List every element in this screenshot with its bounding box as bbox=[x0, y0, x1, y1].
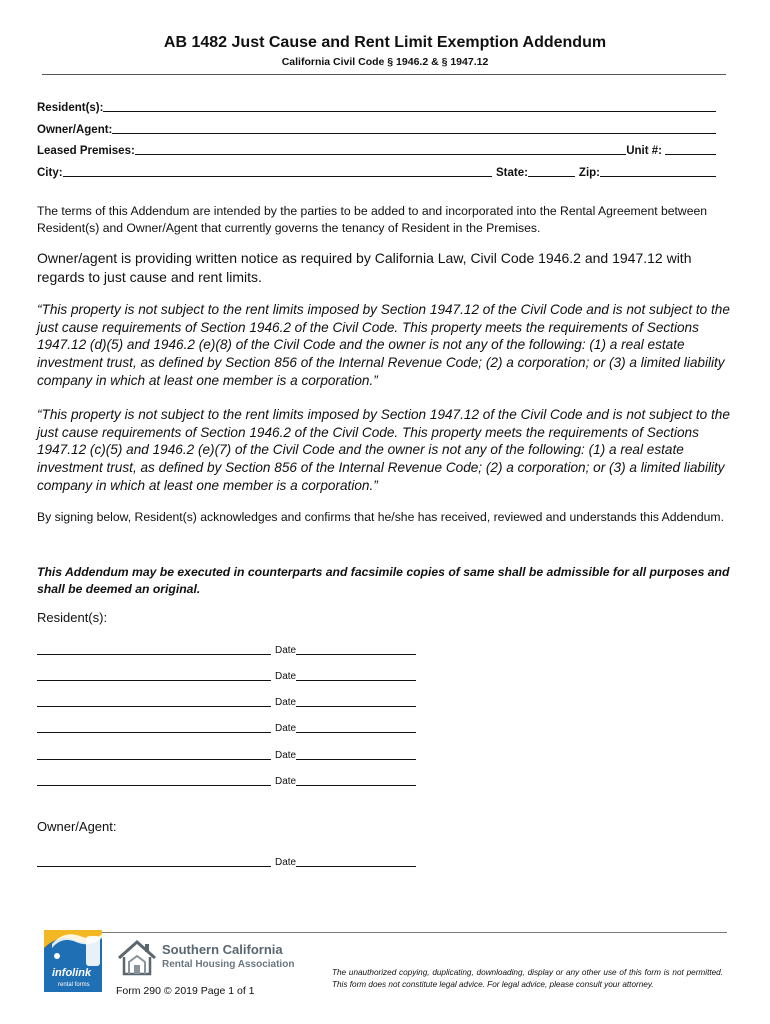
date-label: Date bbox=[275, 776, 297, 787]
counterparts-paragraph: This Addendum may be executed in counterparts and facsimile copies of same shall be admissible for all purposes and shall be deemed an original. bbox=[37, 565, 730, 596]
resident-signature-row bbox=[37, 642, 416, 656]
signature-line[interactable] bbox=[37, 750, 271, 760]
signature-line[interactable] bbox=[37, 697, 271, 707]
house-icon bbox=[116, 936, 158, 978]
signature-line[interactable] bbox=[37, 645, 271, 655]
leased-premises-field bbox=[37, 141, 716, 157]
owner-agent-field bbox=[37, 120, 716, 136]
date-line[interactable] bbox=[296, 857, 416, 867]
resident-signature-row bbox=[37, 720, 416, 734]
resident-signature-row bbox=[37, 668, 416, 682]
leased-premises-label: Leased Premises: bbox=[37, 145, 135, 157]
owner-signature-heading: Owner/Agent: bbox=[37, 819, 117, 834]
date-label: Date bbox=[275, 723, 297, 734]
unit-label: Unit #: bbox=[626, 145, 662, 157]
residents-input-line[interactable] bbox=[103, 100, 716, 112]
association-name: Southern California bbox=[162, 942, 283, 957]
legal-disclaimer: The unauthorized copying, duplicating, downloading, display or any other use of this form is not permitted. This form does not constitute legal advice. For legal advice, please consult your attorney. bbox=[332, 968, 723, 989]
infolink-logo bbox=[44, 930, 104, 994]
infolink-wordmark: infolink bbox=[52, 967, 92, 979]
acknowledge-paragraph: By signing below, Resident(s) acknowledges and confirms that he/she has received, reviewed and understands this Addendum. bbox=[37, 510, 724, 524]
date-line[interactable] bbox=[296, 645, 416, 655]
residents-signature-heading: Resident(s): bbox=[37, 610, 108, 625]
date-line[interactable] bbox=[296, 776, 416, 786]
signature-line[interactable] bbox=[37, 671, 271, 681]
signature-line[interactable] bbox=[37, 776, 271, 786]
city-label: City: bbox=[37, 167, 63, 179]
date-line[interactable] bbox=[296, 750, 416, 760]
owner-agent-input-line[interactable] bbox=[112, 122, 716, 134]
infolink-logo-graphic bbox=[44, 930, 104, 994]
resident-signature-row bbox=[37, 747, 416, 761]
state-input-line[interactable] bbox=[528, 165, 575, 177]
date-line[interactable] bbox=[296, 671, 416, 681]
date-line[interactable] bbox=[296, 697, 416, 707]
resident-signature-row bbox=[37, 773, 416, 787]
signature-line[interactable] bbox=[37, 723, 271, 733]
residents-label: Resident(s): bbox=[37, 102, 104, 114]
date-label: Date bbox=[275, 697, 297, 708]
date-label: Date bbox=[275, 750, 297, 761]
state-label: State: bbox=[495, 167, 528, 179]
city-state-zip-field bbox=[37, 163, 716, 179]
date-label: Date bbox=[275, 645, 297, 656]
exemption-quote-1: “This property is not subject to the rent limits imposed by Section 1947.12 of the Civil Code and is not subject to the just cause requirements of Section 1946.2 of the Civil Code. This property meets the requirements of Sections 1947.12 (d)(5) and 1946.2 (e)(8) of the Civil Code and the owner is not any of the following: (1) a real estate investment trust, as defined by Section 856 of the Internal Revenue Code; (2) a corporation; or (3) a limited liability company in which at least one member is a corporation.” bbox=[37, 302, 730, 388]
notice-paragraph: Owner/agent is providing written notice as required by California Law, Civil Code 1946.2 and 1947.12 with regards to just cause and rent limits. bbox=[37, 250, 692, 285]
document-title: AB 1482 Just Cause and Rent Limit Exemption Addendum bbox=[163, 34, 607, 51]
zip-input-line[interactable] bbox=[600, 165, 716, 177]
infolink-subtext: rental forms bbox=[58, 982, 90, 988]
signature-line[interactable] bbox=[37, 857, 271, 867]
residents-field bbox=[37, 98, 716, 114]
footer-divider bbox=[44, 932, 727, 933]
document-subtitle: California Civil Code § 1946.2 & § 1947.12 bbox=[281, 56, 489, 68]
header-divider bbox=[42, 74, 726, 75]
scrha-logo bbox=[116, 934, 306, 980]
date-line[interactable] bbox=[296, 723, 416, 733]
date-label: Date bbox=[275, 671, 297, 682]
association-subtitle: Rental Housing Association bbox=[162, 959, 295, 970]
resident-signature-row bbox=[37, 694, 416, 708]
terms-paragraph: The terms of this Addendum are intended by the parties to be added to and incorporated into the Rental Agreement between Resident(s) and Owner/Agent that currently governs the tenancy of Resident in the Premises. bbox=[37, 204, 708, 235]
leased-premises-input-line[interactable] bbox=[135, 143, 626, 155]
owner-agent-label: Owner/Agent: bbox=[37, 124, 113, 136]
form-number: Form 290 © 2019 Page 1 of 1 bbox=[116, 985, 255, 997]
owner-signature-row bbox=[37, 854, 416, 868]
zip-label: Zip: bbox=[578, 167, 600, 179]
city-input-line[interactable] bbox=[63, 165, 492, 177]
date-label: Date bbox=[275, 857, 297, 868]
exemption-quote-2: “This property is not subject to the rent limits imposed by Section 1947.12 of the Civil Code and is not subject to the just cause requirements of Section 1946.2 of the Civil Code. This property meets the requirements of Sections 1947.12 (c)(5) and 1946.2 (e)(7) of the Civil Code and the owner is not any of the following: (1) a real estate investment trust, as defined by Section 856 of the Internal Revenue Code; (2) a corporation; or (3) a limited liability company in which at least one member is a corporation.” bbox=[37, 407, 730, 493]
unit-input-line[interactable] bbox=[665, 143, 716, 155]
